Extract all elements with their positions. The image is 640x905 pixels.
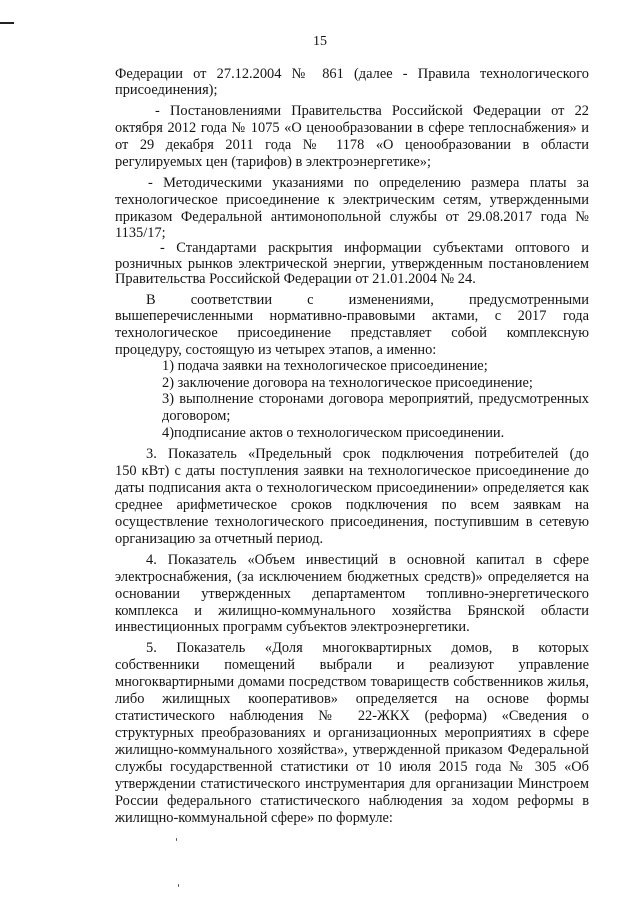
- text-line: жилищно-коммунального хозяйства», утвержденной приказом Федеральной: [115, 742, 589, 758]
- text-line: технологическое присоединение к электрическим сетям, утвержденными: [115, 192, 589, 208]
- text-line: России федерального статистического наблюдения за ходом реформы в: [115, 793, 589, 809]
- text-line: приказом Федеральной антимонопольной службы от 29.08.2017 года №: [115, 209, 589, 225]
- text-line: жилищно-коммунальной сфере» по формуле:: [115, 810, 393, 826]
- text-line: основании утвержденных департаментом топливно-энергетического: [115, 586, 589, 602]
- text-line: - Стандартами раскрытия информации субъектами оптового и: [160, 240, 589, 256]
- text-line: регулируемых цен (тарифов) в электроэнергетике»;: [115, 154, 432, 170]
- text-line: октября 2012 года № 1075 «О ценообразовании в сфере теплоснабжения» и: [115, 120, 589, 136]
- text-line: статистического наблюдения № 22-ЖКХ (реформа) «Сведения о: [115, 708, 589, 724]
- text-line: договором;: [162, 408, 231, 424]
- text-line: от 29 декабря 2011 года № 1178 «О ценообразовании в области: [115, 137, 589, 153]
- text-line: В соответствии с изменениями, предусмотренными: [146, 292, 589, 308]
- text-line: 3) выполнение сторонами договора мероприятий, предусмотренных: [162, 391, 589, 407]
- text-line: 2) заключение договора на технологическое присоединение;: [162, 375, 533, 391]
- text-line: инвестиционных программ субъектов электроэнергетики.: [115, 619, 470, 635]
- page-edge-mark: [0, 22, 14, 24]
- text-line: 3. Показатель «Предельный срок подключения потребителей (до: [146, 446, 589, 462]
- text-line: службы государственной статистики от 10 июля 2015 года № 305 «Об: [115, 759, 589, 775]
- text-line: 150 кВт) с даты поступления заявки на технологическое присоединение до: [115, 463, 589, 479]
- text-line: присоединения);: [115, 82, 218, 98]
- text-line: 4)подписание актов о технологическом присоединении.: [162, 425, 505, 441]
- scan-speck: [178, 884, 179, 887]
- text-line: Федерации от 27.12.2004 № 861 (далее - Правила технологического: [115, 66, 589, 82]
- page-number: 15: [313, 34, 327, 49]
- text-line: многоквартирными домами посредством товариществ собственников жилья,: [115, 674, 589, 690]
- text-line: собственники помещений выбрали и реализуют управление: [115, 657, 589, 673]
- text-line: - Методическими указаниями по определению размера платы за: [148, 175, 589, 191]
- text-line: структурных преобразованиях и организационных мероприятиях в сфере: [115, 725, 589, 741]
- text-line: процедуру, состоящую из четырех этапов, а именно:: [115, 342, 437, 358]
- text-line: электроснабжения, (за исключением бюджетных средств)» определяется на: [115, 569, 589, 585]
- text-line: либо жилищных кооперативов» определяется на основе формы: [115, 691, 589, 707]
- text-line: Правительства Российской Федерации от 21.01.2004 № 24.: [115, 271, 476, 287]
- text-line: - Постановлениями Правительства Российской Федерации от 22: [155, 103, 589, 119]
- text-line: среднее арифметическое сроков подключения по всем заявкам на: [115, 497, 589, 513]
- text-line: 1135/17;: [115, 225, 166, 241]
- text-line: комплекса и жилищно-коммунального хозяйства Брянской области: [115, 603, 589, 619]
- text-line: технологическое присоединение представляет собой комплексную: [115, 325, 589, 341]
- text-line: осуществление технологического присоединения, поступившим в сетевую: [115, 514, 589, 530]
- text-line: даты подписания акта о технологическом присоединении» определяется как: [115, 480, 589, 496]
- text-line: утверждении статистического инструментария для организации Минстроем: [115, 776, 589, 792]
- text-line: 1) подача заявки на технологическое присоединение;: [162, 358, 488, 374]
- scan-speck: [176, 838, 177, 841]
- text-line: 5. Показатель «Доля многоквартирных домов, в которых: [146, 640, 589, 656]
- text-line: 4. Показатель «Объем инвестиций в основной капитал в сфере: [146, 552, 589, 568]
- text-line: вышеперечисленными нормативно-правовыми актами, с 2017 года: [115, 308, 589, 324]
- text-line: розничных рынков электрической энергии, утвержденным постановлением: [115, 256, 589, 272]
- text-line: организацию за отчетный период.: [115, 531, 324, 547]
